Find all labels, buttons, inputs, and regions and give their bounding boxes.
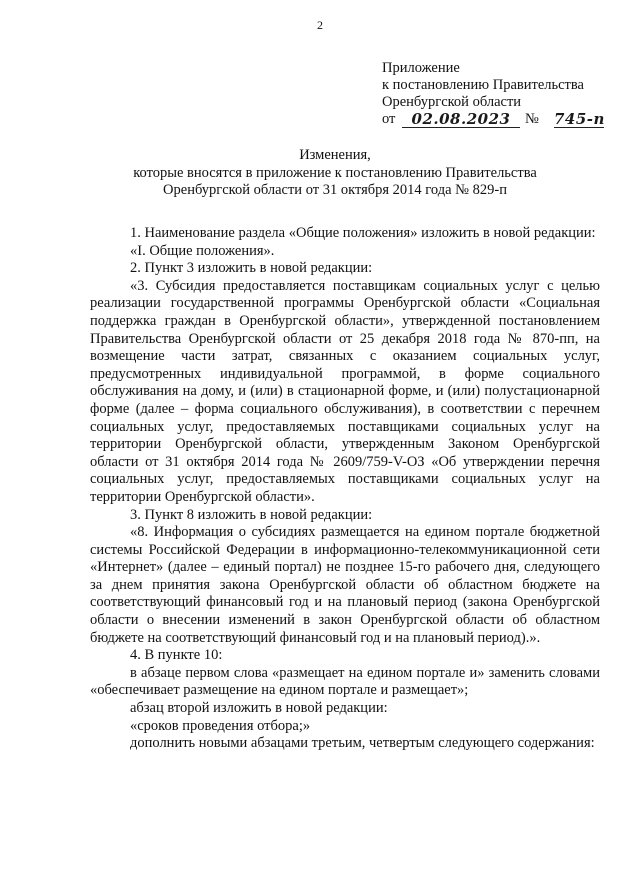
paragraph: 1. Наименование раздела «Общие положения» изложить в новой редакции:	[130, 225, 596, 241]
handwritten-number: 745-п	[554, 110, 605, 128]
document-title	[90, 147, 580, 200]
paragraph: «сроков проведения отбора;»	[130, 717, 311, 734]
paragraph: «8. Информация о субсидиях размещается на едином портале бюджетной системы Российской Федерации в информационно-телекоммуникационной сети «Интернет» (далее – единый портал) не позднее 15-го рабочего дня, следующего за днем принятия закона Оренбургской области об областном бюджете на соответствующий финансовый год и на плановый период (закона Оренбургской области о внесении изменений в закон Оренбургской области об областном бюджете на соответствующий финансовый год и на плановый период).».	[90, 524, 600, 646]
paragraph: абзац второй изложить в новой редакции:	[130, 700, 388, 717]
appendix-line-2: к постановлению Правительства	[382, 77, 584, 93]
document-body	[90, 225, 600, 753]
paragraph: в абзаце первом слова «размещает на едином портале и» заменить словами «обеспечивает размещение на едином портале и размещает»;	[90, 664, 600, 699]
date-label: от	[382, 111, 396, 127]
paragraph: 3. Пункт 8 изложить в новой редакции:	[130, 506, 373, 523]
title-line-2: которые вносятся в приложение к постановлению Правительства	[133, 164, 537, 181]
title-line-1: Изменения,	[299, 147, 371, 163]
page-number: 2	[317, 18, 323, 32]
paragraph: «3. Субсидия предоставляется поставщикам социальных услуг с целью реализации государственной программы Оренбургской области «Социальная поддержка граждан в Оренбургской области», утвержденной постановлением Правительства Оренбургской области от 25 декабря 2018 года № 870-пп, на возмещение части затрат, связанных с оказанием социальных услуг, предусмотренных индивидуальной программой, в форме социального обслуживания на дому, и (или) в стационарной форме, и (или) полустационарной форме (далее – форма социального обслуживания), в соответствии с перечнем социальных услуг, предоставляемых поставщиками социальных услуг на территории Оренбургской области, утвержденным Законом Оренбургской области от 31 октября 2014 года № 2609/759-V-ОЗ «Об утверждении перечня социальных услуг, предоставляемых поставщиками социальных услуг на территории Оренбургской области».	[90, 277, 600, 505]
paragraph: 4. В пункте 10:	[130, 647, 223, 664]
appendix-line-3: Оренбургской области	[382, 94, 522, 110]
paragraph: дополнить новыми абзацами третьим, четвертым следующего содержания:	[130, 735, 595, 752]
appendix-block	[382, 60, 605, 131]
paragraph: 2. Пункт 3 изложить в новой редакции:	[130, 260, 373, 277]
appendix-line-1: Приложение	[382, 60, 460, 76]
handwritten-date: 02.08.2023	[402, 111, 520, 128]
appendix-date-row	[382, 110, 605, 131]
paragraph: «I. Общие положения».	[130, 242, 275, 259]
number-label: №	[525, 111, 539, 127]
title-line-3: Оренбургской области от 31 октября 2014 года № 829-п	[163, 182, 507, 198]
